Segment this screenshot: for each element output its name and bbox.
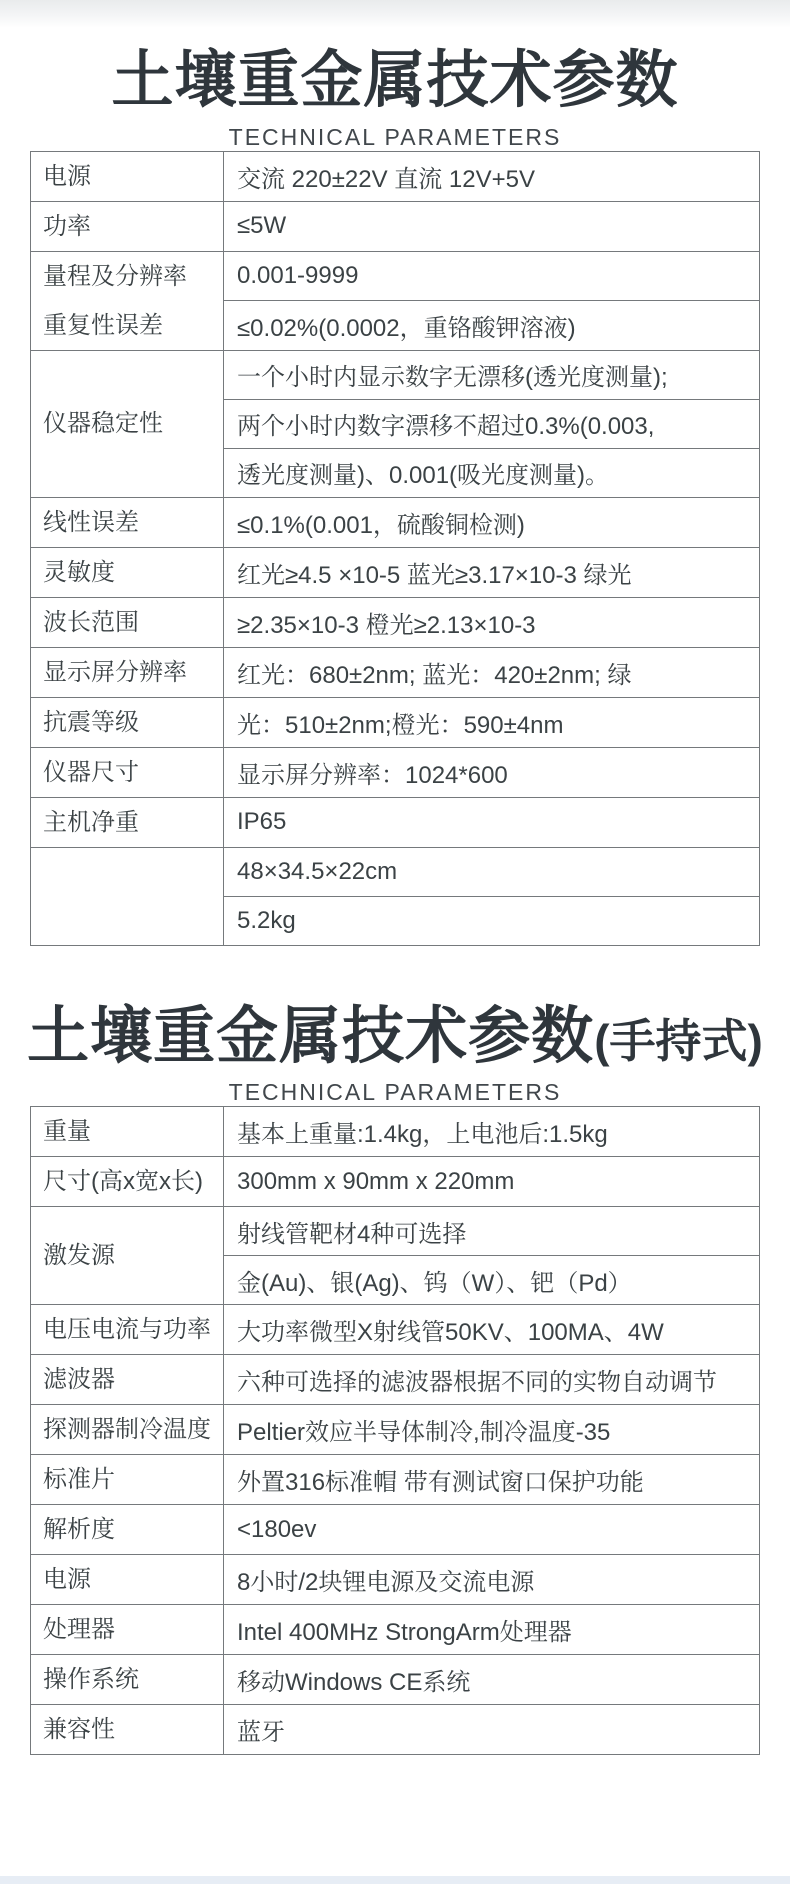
spec-label-cell xyxy=(31,1355,224,1405)
spec-label-text: 解析度 xyxy=(43,1516,115,1543)
spec-row xyxy=(31,1455,760,1505)
spec-label-text: 滤波器 xyxy=(43,1366,115,1393)
spec-value-cell: 六种可选择的滤波器根据不同的实物自动调节 xyxy=(224,1355,760,1405)
spec-label-text: 重量 xyxy=(43,1118,91,1145)
spec-label-text: 仪器尺寸 xyxy=(43,758,139,786)
spec-label-text: 抗震等级 xyxy=(43,708,139,736)
spec-row xyxy=(31,1655,760,1705)
spec-value-cell: Intel 400MHz StrongArm处理器 xyxy=(224,1605,760,1655)
section-benchtop xyxy=(0,42,790,946)
spec-label-text: 量程及分辨率 xyxy=(43,262,187,290)
spec-value-cell: <180ev xyxy=(224,1505,760,1555)
spec-label-text: 电源 xyxy=(43,162,91,190)
top-band xyxy=(0,0,790,28)
spec-value-cell: 透光度测量)、0.001(吸光度测量)。 xyxy=(224,448,760,497)
spec-row xyxy=(31,697,760,747)
spec-row xyxy=(31,1505,760,1555)
spec-label-text: 探测器制冷温度 xyxy=(43,1416,211,1443)
spec-row xyxy=(31,747,760,797)
spec-table-benchtop xyxy=(30,151,760,946)
spec-table-handheld xyxy=(30,1106,760,1755)
spec-label-text: 波长范围 xyxy=(43,608,139,636)
spec-label-text: 主机净重 xyxy=(43,808,139,836)
spec-label-cell xyxy=(31,1555,224,1605)
spec-label-cell xyxy=(31,547,224,597)
spec-label-text: 标准片 xyxy=(43,1466,115,1493)
spec-row xyxy=(31,201,760,251)
spec-row xyxy=(31,647,760,697)
spec-label-cell xyxy=(31,647,224,697)
spec-value-cell: ≤0.1%(0.001，硫酸铜检测) xyxy=(224,497,760,547)
spec-value-cell: 交流 220±22V 直流 12V+5V xyxy=(224,151,760,201)
spec-row xyxy=(31,151,760,201)
section2-title xyxy=(0,998,790,1076)
spec-value-cell: 300mm x 90mm x 220mm xyxy=(224,1157,760,1207)
spec-label-cell xyxy=(31,597,224,647)
spec-value-cell: 金(Au)、银(Ag)、钨（W）、钯（Pd） xyxy=(224,1256,760,1305)
spec-label-text: 操作系统 xyxy=(43,1666,139,1693)
spec-label-cell xyxy=(31,1157,224,1207)
spec-row xyxy=(31,1107,760,1157)
spec-value-cell: 蓝牙 xyxy=(224,1705,760,1755)
spec-label-cell xyxy=(31,747,224,797)
spec-row xyxy=(31,547,760,597)
spec-value-cell: ≤0.02%(0.0002，重铬酸钾溶液) xyxy=(224,301,760,351)
spec-label-text: 电源 xyxy=(43,1566,91,1593)
spec-value-cell: 光：510±2nm;橙光：590±4nm xyxy=(224,697,760,747)
spec-label-cell xyxy=(31,497,224,547)
spec-value-cell: 两个小时内数字漂移不超过0.3%(0.003, xyxy=(224,399,760,448)
spec-value-cell: 0.001-9999 xyxy=(224,251,760,301)
spec-label-cell xyxy=(31,350,224,497)
spec-label-cell xyxy=(31,847,224,945)
spec-label-cell xyxy=(31,1207,224,1305)
section2-title-suffix: (手持式) xyxy=(594,1014,763,1067)
section2-title-main: 土壤重金属技术参数 xyxy=(27,1001,595,1071)
spec-row xyxy=(31,1305,760,1355)
spec-label-cell xyxy=(31,201,224,251)
spec-row xyxy=(31,1207,760,1256)
spec-value-cell: 显示屏分辨率：1024*600 xyxy=(224,747,760,797)
spec-row xyxy=(31,797,760,847)
spec-row xyxy=(31,1555,760,1605)
spec-value-cell: 48×34.5×22cm xyxy=(224,847,760,896)
spec-row xyxy=(31,1405,760,1455)
spec-row xyxy=(31,597,760,647)
spec-value-cell: IP65 xyxy=(224,797,760,847)
spec-value-cell: 5.2kg xyxy=(224,896,760,945)
spec-value-cell: 射线管靶材4种可选择 xyxy=(224,1207,760,1256)
spec-label-text: 尺寸(高x宽x长) xyxy=(43,1168,203,1195)
spec-row xyxy=(31,1605,760,1655)
spec-value-cell: Peltier效应半导体制冷,制冷温度-35 xyxy=(224,1405,760,1455)
section1-title: 土壤重金属技术参数 xyxy=(111,46,679,115)
spec-label-text: 线性误差 xyxy=(43,508,139,536)
spec-value-cell: 外置316标准帽 带有测试窗口保护功能 xyxy=(224,1455,760,1505)
spec-label-cell xyxy=(31,797,224,847)
spec-label-text: 功率 xyxy=(43,212,91,240)
spec-label-cell xyxy=(31,1655,224,1705)
spec-row xyxy=(31,1157,760,1207)
spec-row xyxy=(31,1705,760,1755)
spec-value-cell: 8小时/2块锂电源及交流电源 xyxy=(224,1555,760,1605)
spec-label-cell xyxy=(31,1505,224,1555)
spec-row xyxy=(31,847,760,896)
spec-label-cell xyxy=(31,697,224,747)
section1-subtitle: TECHNICAL PARAMETERS xyxy=(228,123,562,150)
spec-row xyxy=(31,497,760,547)
section2-subtitle: TECHNICAL PARAMETERS xyxy=(228,1079,562,1105)
spec-label-cell xyxy=(31,1305,224,1355)
spec-row xyxy=(31,350,760,399)
spec-value-cell: ≥2.35×10-3 橙光≥2.13×10-3 xyxy=(224,597,760,647)
spec-label-text: 灵敏度 xyxy=(43,558,115,586)
spec-label-text: 仪器稳定性 xyxy=(43,410,163,437)
spec-row xyxy=(31,251,760,301)
spec-row xyxy=(31,1355,760,1405)
section-handheld xyxy=(0,998,790,1756)
spec-value-cell: 大功率微型X射线管50KV、100MA、4W xyxy=(224,1305,760,1355)
spec-value-cell: 基本上重量:1.4kg，上电池后:1.5kg xyxy=(224,1107,760,1157)
spec-label-text: 激发源 xyxy=(43,1242,115,1269)
spec-label-text: 电压电流与功率 xyxy=(43,1316,211,1343)
bottom-band xyxy=(0,1876,790,1884)
spec-label-cell xyxy=(31,1455,224,1505)
spec-value-cell: 一个小时内显示数字无漂移(透光度测量); xyxy=(224,350,760,399)
spec-value-cell: 红光≥4.5 ×10-5 蓝光≥3.17×10-3 绿光 xyxy=(224,547,760,597)
spec-label-cell xyxy=(31,251,224,350)
spec-value-cell: ≤5W xyxy=(224,201,760,251)
spec-value-cell: 红光：680±2nm; 蓝光：420±2nm; 绿 xyxy=(224,647,760,697)
spec-label-text: 重复性误差 xyxy=(43,311,163,339)
spec-label-text: 显示屏分辨率 xyxy=(43,658,187,686)
spec-label-cell xyxy=(31,151,224,201)
spec-value-cell: 移动Windows CE系统 xyxy=(224,1655,760,1705)
spec-label-text: 兼容性 xyxy=(43,1716,115,1743)
spec-label-cell xyxy=(31,1605,224,1655)
spec-label-cell xyxy=(31,1705,224,1755)
spec-label-cell xyxy=(31,1107,224,1157)
spec-label-text: 处理器 xyxy=(43,1616,115,1643)
spec-label-cell xyxy=(31,1405,224,1455)
